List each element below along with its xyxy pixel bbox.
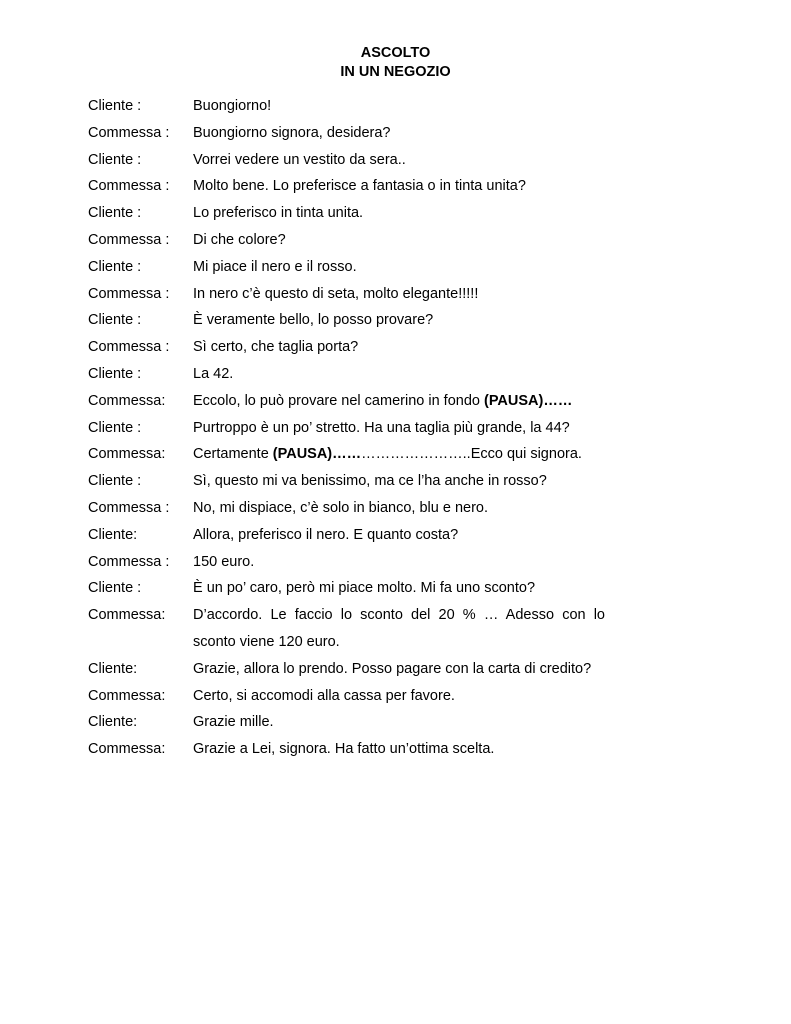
line-text: È veramente bello, lo posso provare? [193,312,434,329]
dialogue-line [88,200,608,227]
dialogue-line [88,93,608,120]
dialogue-line [88,709,608,736]
dialogue-line [88,575,608,602]
dialogue-line [88,736,608,763]
title-line-1: ASCOLTO [360,45,431,61]
line-text: La 42. [193,365,234,382]
title-line-2: IN UN NEGOZIO [340,64,451,80]
dialogue-line [88,281,608,308]
line-text: Sì certo, che taglia porta? [193,339,359,356]
speaker-label: Commessa: [88,446,166,463]
speaker-label: Cliente : [88,580,142,597]
speaker-label: Commessa : [88,124,170,141]
line-text: Molto bene. Lo preferisce a fantasia o in tinta unita? [193,178,526,195]
speaker-label: Cliente : [88,151,142,168]
line-text: Grazie a Lei, signora. Ha fatto un’ottima scelta. [193,741,495,758]
dialogue-line [88,227,608,254]
speaker-label: Commessa : [88,499,170,516]
line-text: Vorrei vedere un vestito da sera.. [193,151,406,168]
speaker-label: Commessa: [88,687,166,704]
speaker-label: Cliente: [88,660,138,677]
dialogue-line [88,334,608,361]
speaker-label: Cliente : [88,312,142,329]
speaker-label: Commessa : [88,339,170,356]
line-text: Purtroppo è un po’ stretto. Ha una taglia più grande, la 44? [193,419,570,436]
line-text: Mi piace il nero e il rosso. [193,258,357,275]
dialogue-line [88,120,608,147]
line-text-regular: Certamente [193,446,273,463]
dialogue-line [88,656,608,683]
speaker-label: Commessa: [88,607,166,624]
dialogue-line [88,602,608,656]
line-text-regular: Eccolo, lo può provare nel camerino in fondo [193,392,484,409]
dialogue-line [88,361,608,388]
speaker-label: Commessa : [88,231,170,248]
line-text: Sì, questo mi va benissimo, ma ce l’ha anche in rosso? [193,473,547,490]
line-text: Allora, preferisco il nero. E quanto costa? [193,526,459,543]
line-text: No, mi dispiace, c’è solo in bianco, blu e nero. [193,499,488,516]
dialogue-line [88,147,608,174]
line-text: Di che colore? [193,231,286,248]
speaker-label: Cliente : [88,205,142,222]
dialogue-line [88,307,608,334]
speaker-label: Cliente : [88,473,142,490]
speaker-label: Cliente : [88,365,142,382]
speaker-label: Commessa: [88,741,166,758]
speaker-label: Commessa : [88,285,170,302]
speaker-label: Cliente : [88,419,142,436]
line-text: È un po’ caro, però mi piace molto. Mi fa uno sconto? [193,580,536,597]
line-text: Buongiorno signora, desidera? [193,124,391,141]
dialogue-line [88,495,608,522]
page-title [0,44,791,82]
line-text: Grazie mille. [193,714,274,731]
line-text-after: …………………..Ecco qui signora. [361,446,582,463]
speaker-label: Commessa : [88,178,170,195]
pause-marker: (PAUSA)…… [483,392,573,409]
line-text [193,388,605,415]
speaker-label: Cliente : [88,258,142,275]
speaker-label: Cliente: [88,526,138,543]
line-text: Buongiorno! [193,98,272,114]
dialogue-line [88,388,608,415]
line-text: D’accordo. Le faccio lo sconto del 20 % … Adesso con lo sconto viene 120 euro. [193,607,605,650]
dialogue-line [88,415,608,442]
dialogue-line [88,683,608,710]
line-text: Certo, si accomodi alla cassa per favore. [193,687,455,704]
dialogue-line [88,549,608,576]
pause-marker: (PAUSA)…… [272,446,362,463]
speaker-label: Cliente : [88,98,142,114]
dialogue-line [88,522,608,549]
dialogue-line [88,468,608,495]
dialogue-line [88,441,608,468]
line-text: Grazie, allora lo prendo. Posso pagare con la carta di credito? [193,660,592,677]
dialogue [88,93,608,763]
dialogue-line [88,254,608,281]
line-text: 150 euro. [193,553,255,570]
speaker-label: Cliente: [88,714,138,731]
line-text: In nero c’è questo di seta, molto elegante!!!!! [193,285,479,302]
dialogue-line [88,173,608,200]
speaker-label: Commessa: [88,392,166,409]
speaker-label: Commessa : [88,553,170,570]
line-text [193,441,605,468]
line-text: Lo preferisco in tinta unita. [193,205,364,222]
